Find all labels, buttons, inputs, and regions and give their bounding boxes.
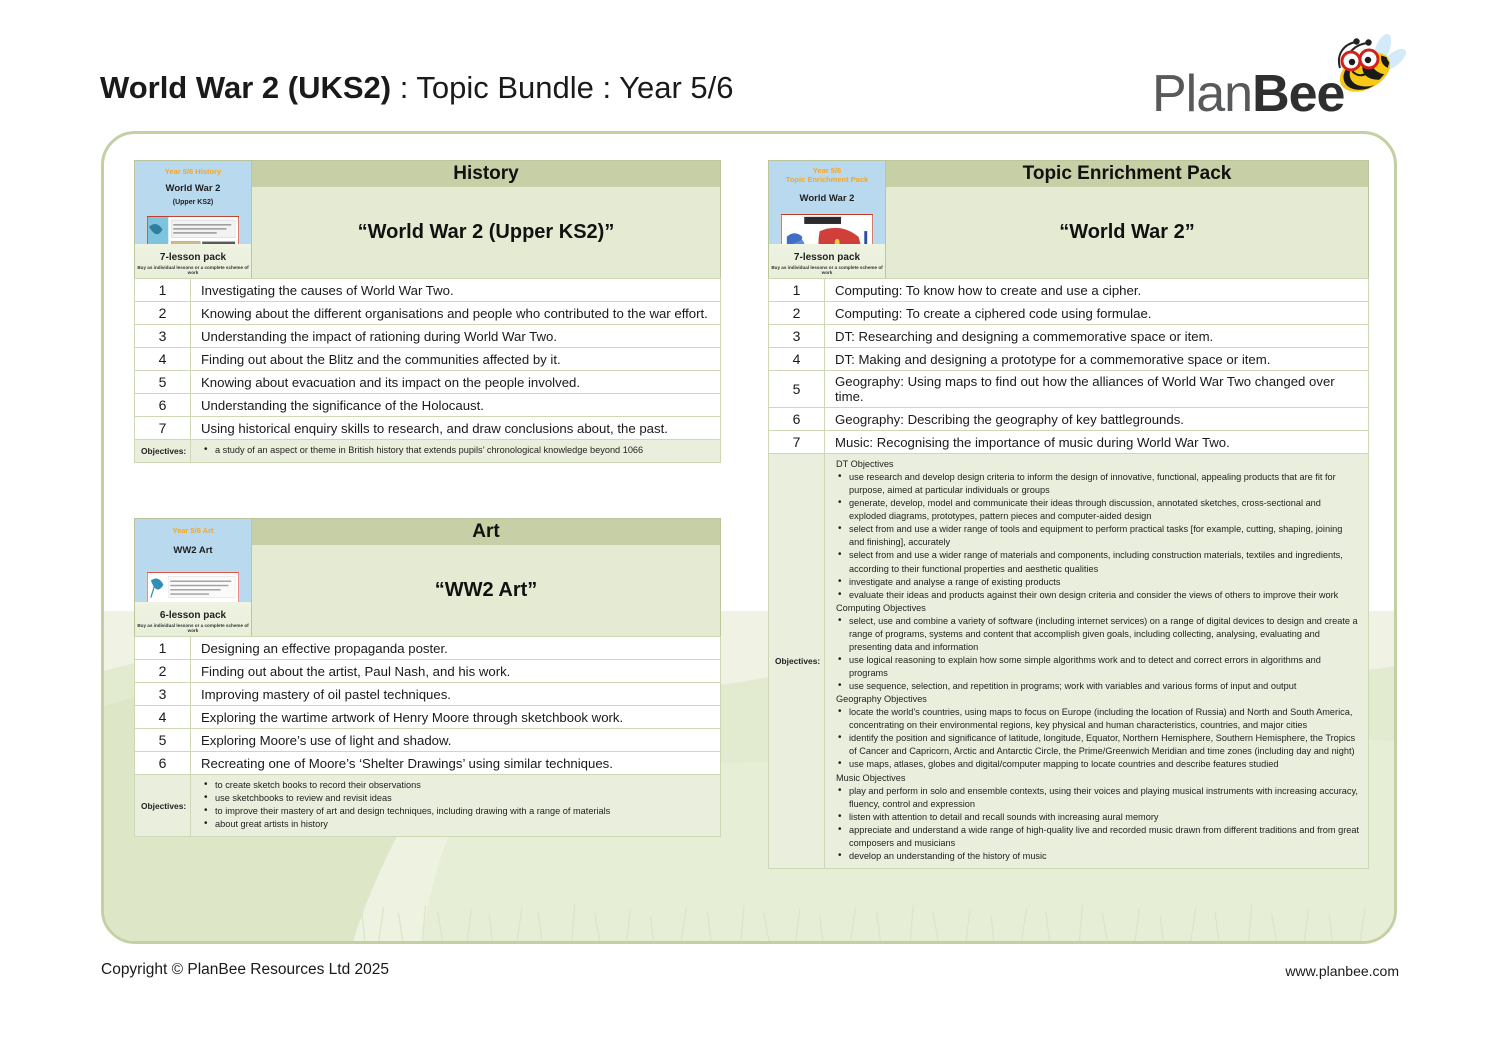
lesson-number: 4	[135, 706, 191, 729]
lesson-number: 2	[769, 302, 825, 325]
panel-header-art	[134, 518, 721, 636]
table-row[interactable]	[135, 706, 721, 729]
objective-item: • appreciate and understand a wide range of high-quality live and recorded music drawn from different traditions and from great composers and musicians	[835, 824, 1360, 850]
objective-item: • use sketchbooks to review and revisit ideas	[201, 792, 712, 805]
objectives-group-heading: Geography Objectives	[836, 694, 927, 705]
table-row[interactable]	[135, 348, 721, 371]
pack-thumbnail-enrichment[interactable]	[769, 161, 886, 278]
table-row[interactable]	[769, 408, 1369, 431]
table-row[interactable]	[769, 348, 1369, 371]
objective-item: • select from and use a wider range of materials and components, including construction materials, textiles and ingredients, according to their functional properties and aesthetic qualities	[835, 549, 1360, 575]
logo-text	[1152, 64, 1344, 124]
lesson-objective: Knowing about the different organisations and people who contributed to the war effort.	[191, 302, 721, 325]
lesson-number: 7	[135, 417, 191, 440]
objective-item: • locate the world’s countries, using maps to focus on Europe (including the location of Russia) and North and South America, concentrating on their environmental regions, key physical and human characteristics, countries, and major cities	[835, 706, 1360, 732]
pack-title-enrichment: “World War 2”	[886, 187, 1368, 278]
objectives-list	[835, 471, 1360, 602]
lesson-number: 3	[135, 325, 191, 348]
table-row[interactable]	[135, 325, 721, 348]
panel-art	[134, 518, 721, 837]
thumb-pack-subtitle: (Upper KS2)	[172, 199, 214, 206]
objective-item: • a study of an aspect or theme in British history that extends pupils’ chronological knowledge beyond 1066	[201, 444, 712, 457]
planbee-logo	[1152, 34, 1412, 130]
lesson-number: 2	[135, 660, 191, 683]
objectives-label: Objectives:	[135, 775, 191, 837]
lesson-objective: Music: Recognising the importance of music during World War Two.	[825, 431, 1369, 454]
table-row[interactable]	[769, 302, 1369, 325]
lesson-objective: Investigating the causes of World War Two.	[191, 279, 721, 302]
lesson-objective: Understanding the impact of rationing during World War Two.	[191, 325, 721, 348]
objectives-group-heading: Music Objectives	[836, 772, 906, 783]
lesson-objective: DT: Researching and designing a commemorative space or item.	[825, 325, 1369, 348]
lesson-number: 6	[769, 408, 825, 431]
objectives-row	[135, 775, 721, 837]
thumb-lesson-count: 7-lesson pack	[159, 252, 227, 263]
objective-item: • generate, develop, model and communicate their ideas through discussion, annotated sketches, cross-sectional and exploded diagrams, prototypes, pattern pieces and computer-aided design	[835, 497, 1360, 523]
objective-item: • develop an understanding of the history of music	[835, 850, 1360, 863]
lesson-objective: Finding out about the artist, Paul Nash, and his work.	[191, 660, 721, 683]
lesson-number: 1	[769, 279, 825, 302]
lesson-number: 3	[769, 325, 825, 348]
panel-history	[134, 160, 721, 463]
table-row[interactable]	[769, 279, 1369, 302]
pack-title-history: “World War 2 (Upper KS2)”	[252, 187, 720, 278]
objective-item: • to improve their mastery of art and design techniques, including drawing with a range of materials	[201, 805, 712, 818]
lesson-objective: Designing an effective propaganda poster.	[191, 637, 721, 660]
table-row[interactable]	[135, 752, 721, 775]
lesson-number: 4	[135, 348, 191, 371]
thumb-year-label: Year 5/6 History	[164, 167, 222, 176]
thumb-year-label: Year 5/6 Topic Enrichment Pack	[785, 166, 869, 185]
lesson-table-art	[134, 636, 721, 837]
table-row[interactable]	[135, 683, 721, 706]
objectives-group-heading: Computing Objectives	[836, 602, 926, 613]
lesson-number: 6	[135, 394, 191, 417]
table-row[interactable]	[135, 394, 721, 417]
lesson-objective: Computing: To create a ciphered code using formulae.	[825, 302, 1369, 325]
table-row[interactable]	[135, 302, 721, 325]
objectives-row	[769, 454, 1369, 869]
lesson-objective: Geography: Using maps to find out how the alliances of World War Two changed over time.	[825, 371, 1369, 408]
pack-title-art: “WW2 Art”	[252, 545, 720, 636]
page-title-bold: World War 2 (UKS2)	[100, 70, 392, 105]
page-title-rest: : Topic Bundle : Year 5/6	[391, 70, 734, 105]
lesson-number: 1	[135, 637, 191, 660]
pack-thumbnail-art[interactable]	[135, 519, 252, 636]
lesson-objective: Improving mastery of oil pastel techniques.	[191, 683, 721, 706]
panel-enrichment	[768, 160, 1369, 869]
lesson-number: 5	[769, 371, 825, 408]
objectives-content	[191, 775, 721, 837]
panel-header-enrichment	[768, 160, 1369, 278]
objectives-list	[835, 785, 1360, 863]
lesson-objective: Using historical enquiry skills to research, and draw conclusions about, the past.	[191, 417, 721, 440]
objective-item: • investigate and analyse a range of existing products	[835, 576, 1360, 589]
lesson-objective: Computing: To know how to create and use a cipher.	[825, 279, 1369, 302]
thumb-lesson-count: 6-lesson pack	[159, 610, 227, 621]
lesson-objective: Finding out about the Blitz and the communities affected by it.	[191, 348, 721, 371]
thumb-buy-note: Buy as individual lessons or a complete scheme of work	[137, 623, 249, 633]
objectives-list	[835, 706, 1360, 771]
footer-copyright: Copyright © PlanBee Resources Ltd 2025	[101, 961, 390, 978]
thumb-buy-note: Buy as individual lessons or a complete scheme of work	[771, 265, 883, 275]
objectives-list	[835, 615, 1360, 693]
lesson-number: 3	[135, 683, 191, 706]
lesson-number: 5	[135, 729, 191, 752]
thumb-lesson-count: 7-lesson pack	[793, 252, 861, 263]
lesson-number: 1	[135, 279, 191, 302]
objective-item: • use sequence, selection, and repetition in programs; work with variables and various forms of input and output	[835, 680, 1360, 693]
pack-thumbnail-history[interactable]	[135, 161, 252, 278]
objective-item: • use maps, atlases, globes and digital/computer mapping to locate countries and describe features studied	[835, 758, 1360, 771]
lesson-objective: Geography: Describing the geography of key battlegrounds.	[825, 408, 1369, 431]
lesson-table-enrichment	[768, 278, 1369, 869]
logo-plan: Plan	[1152, 65, 1253, 123]
table-row[interactable]	[135, 417, 721, 440]
objective-item: • select from and use a wider range of tools and equipment to perform practical tasks [for example, cutting, shaping, joining and finishing], accurately	[835, 523, 1360, 549]
lesson-number: 4	[769, 348, 825, 371]
table-row[interactable]	[135, 729, 721, 752]
objective-item: • about great artists in history	[201, 818, 712, 831]
table-row[interactable]	[769, 431, 1369, 454]
lesson-objective: Exploring Moore’s use of light and shadow.	[191, 729, 721, 752]
lesson-objective: DT: Making and designing a prototype for a commemorative space or item.	[825, 348, 1369, 371]
lesson-objective: Exploring the wartime artwork of Henry Moore through sketchbook work.	[191, 706, 721, 729]
lesson-number: 5	[135, 371, 191, 394]
thumb-pack-title: WW2 Art	[173, 545, 213, 556]
objective-item: • play and perform in solo and ensemble contexts, using their voices and playing musical instruments with increasing accuracy, fluency, control and expression	[835, 785, 1360, 811]
lesson-objective: Understanding the significance of the Holocaust.	[191, 394, 721, 417]
subject-name-history: History	[252, 161, 720, 187]
lesson-objective: Knowing about evacuation and its impact on the people involved.	[191, 371, 721, 394]
thumb-pack-title: World War 2	[165, 183, 221, 194]
table-row[interactable]	[769, 371, 1369, 408]
objectives-row	[135, 440, 721, 463]
objectives-list	[201, 444, 712, 457]
lesson-objective: Recreating one of Moore’s ‘Shelter Drawings’ using similar techniques.	[191, 752, 721, 775]
objectives-content	[825, 454, 1369, 869]
logo-bee: Bee	[1252, 65, 1345, 123]
objectives-list	[201, 779, 712, 831]
thumb-year-label: Year 5/6 Art	[172, 526, 214, 535]
lesson-number: 6	[135, 752, 191, 775]
page-title	[100, 70, 734, 106]
objectives-group-heading: DT Objectives	[836, 459, 894, 469]
table-row[interactable]	[135, 660, 721, 683]
objective-item: • evaluate their ideas and products against their own design criteria and consider the views of others to improve their work	[835, 589, 1360, 602]
lesson-table-history	[134, 278, 721, 463]
thumb-pack-title: World War 2	[799, 193, 855, 204]
table-row[interactable]	[135, 637, 721, 660]
bundle-card	[101, 131, 1397, 944]
objectives-content	[191, 440, 721, 463]
objectives-label: Objectives:	[769, 454, 825, 869]
objective-item: • to create sketch books to record their observations	[201, 779, 712, 792]
objective-item: • listen with attention to detail and recall sounds with increasing aural memory	[835, 811, 1360, 824]
subject-name-enrichment: Topic Enrichment Pack	[886, 161, 1368, 187]
subject-name-art: Art	[252, 519, 720, 545]
panel-header-history	[134, 160, 721, 278]
lesson-number: 2	[135, 302, 191, 325]
lesson-number: 7	[769, 431, 825, 454]
table-row[interactable]	[135, 279, 721, 302]
thumb-buy-note: Buy as individual lessons or a complete scheme of work	[137, 265, 249, 275]
objective-item: • use logical reasoning to explain how some simple algorithms work and to detect and correct errors in algorithms and programs	[835, 654, 1360, 680]
objective-item: • select, use and combine a variety of software (including internet services) on a range of digital devices to design and create a range of programs, systems and content that accomplish given goals, including collecting, analysing, evaluating and presenting data and information	[835, 615, 1360, 654]
footer-website[interactable]: www.planbee.com	[1285, 963, 1399, 979]
objective-item: • use research and develop design criteria to inform the design of innovative, functional, appealing products that are fit for purpose, aimed at particular individuals or groups	[835, 471, 1360, 497]
objectives-label: Objectives:	[135, 440, 191, 463]
table-row[interactable]	[769, 325, 1369, 348]
table-row[interactable]	[135, 371, 721, 394]
objective-item: • identify the position and significance of latitude, longitude, Equator, Northern Hemisphere, Southern Hemisphere, the Tropics of Cancer and Capricorn, Arctic and Antarctic Circle, the Prime/Greenwich Meridian and time zones (including day and night)	[835, 732, 1360, 758]
